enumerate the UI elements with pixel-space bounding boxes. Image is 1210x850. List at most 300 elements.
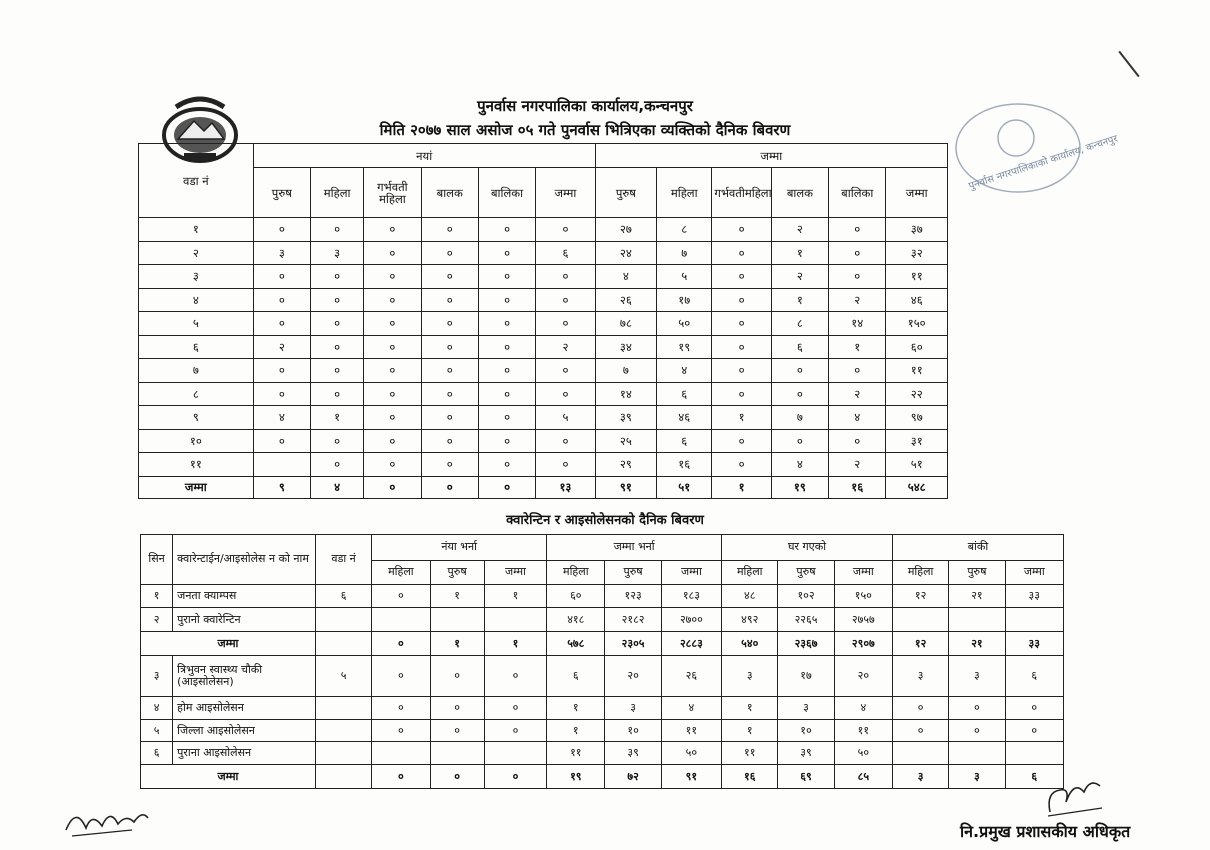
table-row [141, 584, 1064, 608]
total-cell: ५१ [657, 476, 712, 498]
table-cell: ६ [771, 335, 828, 359]
table-cell: ० [430, 656, 484, 697]
table-cell: १ [311, 406, 364, 430]
table-cell: २ [829, 453, 886, 477]
table-cell [1005, 608, 1063, 632]
col-ward: वडा नं [315, 535, 371, 585]
table-cell: २ [253, 335, 310, 359]
table-cell: ० [536, 382, 595, 406]
table-cell: ० [253, 429, 310, 453]
total-cell: ३ [892, 765, 948, 789]
table-cell: २ [141, 608, 173, 632]
table-cell: २५ [595, 429, 656, 453]
table-cell: १९ [657, 335, 712, 359]
col-header: जम्मा [661, 560, 721, 584]
group-total: जम्मा [595, 144, 947, 168]
table-row [139, 312, 948, 336]
table-cell [484, 608, 546, 632]
table-cell: ३४ [595, 335, 656, 359]
table-cell: ७ [657, 241, 712, 265]
table-cell: ० [421, 429, 478, 453]
table-cell: ३ [778, 697, 834, 720]
table-cell: ० [364, 406, 421, 430]
quarantine-table [140, 534, 1064, 789]
table-cell: ० [712, 382, 771, 406]
total-cell: २८८३ [661, 632, 721, 656]
table-cell: ० [253, 359, 310, 383]
col-header: महिला [372, 560, 430, 584]
table-cell: ११ [722, 742, 778, 765]
table-cell: ४ [141, 697, 173, 720]
table-cell: ९७ [886, 406, 948, 430]
col-header: जम्मा [886, 168, 948, 218]
total-cell [315, 765, 371, 789]
table-cell [315, 719, 371, 742]
table-cell: ० [712, 335, 771, 359]
col-header: बालक [421, 168, 478, 218]
table-cell: २ [771, 218, 828, 242]
ward-number: १० [139, 429, 254, 453]
table-cell: ३ [949, 656, 1005, 697]
table-cell: ० [478, 406, 535, 430]
total-cell: ९१ [661, 765, 721, 789]
table-cell: ४ [771, 453, 828, 477]
table-cell: १ [430, 584, 484, 608]
total-cell: ० [421, 476, 478, 498]
table-cell: ६ [1005, 656, 1063, 697]
table-cell: ५० [661, 742, 721, 765]
table-cell: ० [478, 359, 535, 383]
table-cell: ४ [595, 265, 656, 289]
table-cell: १४ [829, 312, 886, 336]
table-cell: ० [536, 218, 595, 242]
table-cell [372, 608, 430, 632]
col-header: महिला [892, 560, 948, 584]
table-cell: ११ [834, 719, 892, 742]
table-cell: १४ [595, 382, 656, 406]
table-cell: २७५७ [834, 608, 892, 632]
ward-number: १ [139, 218, 254, 242]
facility-name: जिल्ला आइसोलेसन [173, 719, 316, 742]
table-cell: २२६५ [778, 608, 834, 632]
table-cell: १० [605, 719, 661, 742]
signature-left [62, 800, 152, 840]
total-cell: १ [484, 632, 546, 656]
table-cell: ६ [141, 742, 173, 765]
table-cell: ६ [657, 382, 712, 406]
facility-name: जनता क्याम्पस [173, 584, 316, 608]
table-cell: २१८२ [605, 608, 661, 632]
table-cell: ५० [834, 742, 892, 765]
table-cell: ० [712, 265, 771, 289]
table-cell: ० [311, 335, 364, 359]
facility-name: पुराना आइसोलेसन [173, 742, 316, 765]
subtotal-row [141, 765, 1064, 789]
group-new-admit: नंया भर्ना [372, 535, 547, 561]
table-row [141, 656, 1064, 697]
table-cell: ३२ [886, 241, 948, 265]
col-header: गर्भवतीमहिला [712, 168, 771, 218]
col-header: पुरुष [949, 560, 1005, 584]
svg-text:पुनर्वास नगरपालिकाको कार्यालय,: पुनर्वास नगरपालिकाको कार्यालय, कन्चनपुर [967, 133, 1120, 193]
table-cell: ० [771, 429, 828, 453]
table-cell: ० [372, 719, 430, 742]
table-cell: १८३ [661, 584, 721, 608]
total-label: जम्मा [141, 765, 316, 789]
table-cell: २२ [886, 382, 948, 406]
table-cell [315, 608, 371, 632]
total-cell: ० [372, 765, 430, 789]
table-cell: ० [478, 335, 535, 359]
table-cell: ६ [547, 656, 605, 697]
table-cell: ० [1005, 719, 1063, 742]
total-cell: १ [712, 476, 771, 498]
table-cell: १२३ [605, 584, 661, 608]
table-cell [892, 608, 948, 632]
col-header: पुरुष [605, 560, 661, 584]
col-header: महिला [722, 560, 778, 584]
table-cell: ० [311, 312, 364, 336]
table-cell: ७८ [595, 312, 656, 336]
col-header: पुरुष [430, 560, 484, 584]
table-cell: ० [364, 288, 421, 312]
table-cell: १ [829, 335, 886, 359]
table-cell [892, 742, 948, 765]
table-row [141, 608, 1064, 632]
table-cell: ० [364, 265, 421, 289]
table-cell: ५ [141, 719, 173, 742]
facility-name: पुरानाे क्वारेन्टिन [173, 608, 316, 632]
table-cell: ६ [315, 584, 371, 608]
ward-number: ३ [139, 265, 254, 289]
table-cell: ० [311, 359, 364, 383]
table-cell: ० [478, 288, 535, 312]
table-cell: ० [478, 218, 535, 242]
table-cell: ० [536, 265, 595, 289]
total-cell: १३ [536, 476, 595, 498]
table-cell [315, 742, 371, 765]
table-cell [315, 697, 371, 720]
table-cell: ६० [547, 584, 605, 608]
total-cell: २३०५ [605, 632, 661, 656]
table-cell: ० [829, 265, 886, 289]
table-cell: ३ [141, 656, 173, 697]
total-cell: ० [484, 765, 546, 789]
table-cell: २ [829, 288, 886, 312]
table-cell: ० [421, 406, 478, 430]
table-cell: ० [949, 719, 1005, 742]
scan-mark [1118, 51, 1139, 77]
table-row [139, 335, 948, 359]
table-cell: २४ [595, 241, 656, 265]
table-cell: ० [829, 359, 886, 383]
table-cell [430, 742, 484, 765]
table-cell: ० [771, 382, 828, 406]
ward-number: ७ [139, 359, 254, 383]
table-cell: ० [712, 453, 771, 477]
table-cell: १२ [892, 584, 948, 608]
table-cell: ४६ [886, 288, 948, 312]
table-cell: ११ [886, 359, 948, 383]
table-cell: १५० [886, 312, 948, 336]
table-cell: ० [364, 241, 421, 265]
subtotal-row [141, 632, 1064, 656]
table-cell: ४१८ [547, 608, 605, 632]
table-cell: ७ [771, 406, 828, 430]
table-cell: ३१ [886, 429, 948, 453]
table-cell: ० [712, 218, 771, 242]
table-row [139, 453, 948, 477]
total-cell: ५४८ [886, 476, 948, 498]
total-cell: ० [430, 765, 484, 789]
col-header: जम्मा [1005, 560, 1063, 584]
total-cell: १९ [771, 476, 828, 498]
table-cell: ७ [595, 359, 656, 383]
ward-number: ११ [139, 453, 254, 477]
arrivals-table [138, 143, 948, 499]
table-cell: ० [536, 429, 595, 453]
table-cell: ० [311, 453, 364, 477]
table-cell: ११ [547, 742, 605, 765]
table-cell: ० [430, 719, 484, 742]
total-cell: ५४० [722, 632, 778, 656]
ward-number: ४ [139, 288, 254, 312]
table-cell: ० [478, 429, 535, 453]
total-cell: १९ [547, 765, 605, 789]
table-cell: ४ [661, 697, 721, 720]
table-cell: ० [364, 312, 421, 336]
col-header: पुरुष [778, 560, 834, 584]
table-cell: ३ [892, 656, 948, 697]
table-cell: ० [311, 429, 364, 453]
ward-header: वडा नं [139, 144, 254, 218]
total-cell: ० [478, 476, 535, 498]
total-cell: जम्मा [139, 476, 254, 498]
table-cell: ० [892, 719, 948, 742]
total-cell: ५७८ [547, 632, 605, 656]
col-header: जम्मा [536, 168, 595, 218]
col-header: बालिका [829, 168, 886, 218]
table-cell: ४६ [657, 406, 712, 430]
table-cell: ० [829, 241, 886, 265]
col-header: जम्मा [484, 560, 546, 584]
signature-right [1040, 772, 1110, 822]
table-cell: ० [484, 697, 546, 720]
col-sn: सिन [141, 535, 173, 585]
table-cell: ४ [829, 406, 886, 430]
table-cell: ० [364, 429, 421, 453]
table-cell: ३ [605, 697, 661, 720]
table-cell: ५ [657, 265, 712, 289]
table-cell: ० [712, 359, 771, 383]
total-cell: १६ [722, 765, 778, 789]
table-cell: ४ [253, 406, 310, 430]
table-cell: २ [536, 335, 595, 359]
table-cell: ० [364, 382, 421, 406]
table-cell: ० [712, 241, 771, 265]
table-cell: ० [421, 312, 478, 336]
table-cell: ० [421, 453, 478, 477]
table-cell [949, 742, 1005, 765]
col-name: क्वारेन्टाईन/आइसोलेस न को नाम [173, 535, 316, 585]
total-label: जम्मा [141, 632, 316, 656]
col-header: पुरुष [253, 168, 310, 218]
group-remaining: बांकी [892, 535, 1063, 561]
group-went-home: घर गएको [722, 535, 893, 561]
table-cell: ० [253, 288, 310, 312]
table-cell: २६ [595, 288, 656, 312]
table-cell: २ [829, 382, 886, 406]
table-cell: ० [364, 335, 421, 359]
total-cell: ७२ [605, 765, 661, 789]
table-cell: २७०० [661, 608, 721, 632]
table-cell: १ [722, 719, 778, 742]
table-cell: ० [364, 218, 421, 242]
table-cell: ० [372, 656, 430, 697]
table-row [139, 218, 948, 242]
table-cell: ३३ [1005, 584, 1063, 608]
table-row [141, 742, 1064, 765]
table-cell: २१ [949, 584, 1005, 608]
table-cell: ० [421, 288, 478, 312]
table-cell: ० [421, 382, 478, 406]
officer-title: नि.प्रमुख प्रशासकीय अधिकृत [960, 822, 1131, 841]
table-cell: ६० [886, 335, 948, 359]
table-cell: ३७ [886, 218, 948, 242]
total-cell: २३६७ [778, 632, 834, 656]
total-cell: २१ [949, 632, 1005, 656]
facility-name: होम आइसोलेसन [173, 697, 316, 720]
table-cell: ४ [834, 697, 892, 720]
table-cell: १५० [834, 584, 892, 608]
table-cell: ३९ [595, 406, 656, 430]
table-cell: ० [536, 288, 595, 312]
table-row [139, 288, 948, 312]
col-header: महिला [657, 168, 712, 218]
table-cell: ११ [661, 719, 721, 742]
table-cell: ० [892, 697, 948, 720]
table-cell: ० [311, 288, 364, 312]
table-cell: ० [253, 312, 310, 336]
ward-number: ९ [139, 406, 254, 430]
quarantine-table-title: क्वारेन्टिन र आइसोलेसनको दैनिक बिवरण [506, 513, 704, 528]
office-seal-stamp [948, 98, 1120, 208]
table-cell: ० [949, 697, 1005, 720]
total-cell: ९१ [595, 476, 656, 498]
table-cell: ४८ [722, 584, 778, 608]
table-cell: ६ [657, 429, 712, 453]
total-cell: १६ [829, 476, 886, 498]
col-header: बालक [771, 168, 828, 218]
office-title: पुनर्वास नगरपालिका कार्यालय,कन्चनपुर [477, 97, 693, 115]
table-cell [253, 453, 310, 477]
group-total-admit: जम्मा भर्ना [547, 535, 722, 561]
table-cell: १७ [657, 288, 712, 312]
total-cell: १२ [892, 632, 948, 656]
table-cell: ४९२ [722, 608, 778, 632]
table-cell: ० [478, 265, 535, 289]
table-cell: १०२ [778, 584, 834, 608]
table-cell: ५१ [886, 453, 948, 477]
total-cell: २९०७ [834, 632, 892, 656]
report-subtitle: मिति २०७७ साल असोज ०५ गते पुनर्वास भित्रिएका व्यक्तिको दैनिक बिवरण [379, 121, 791, 139]
table-cell: १ [547, 719, 605, 742]
table-cell: ० [311, 382, 364, 406]
ward-number: ६ [139, 335, 254, 359]
table-cell: ० [311, 265, 364, 289]
total-cell: ० [372, 632, 430, 656]
table-cell: ० [253, 382, 310, 406]
table-cell: १० [778, 719, 834, 742]
table-cell: ५ [315, 656, 371, 697]
table-cell: ११ [886, 265, 948, 289]
table-cell: ० [536, 453, 595, 477]
group-new: नयां [253, 144, 595, 168]
table-cell: ० [484, 719, 546, 742]
table-cell: १ [771, 241, 828, 265]
total-row [139, 476, 948, 498]
table-cell: ० [829, 429, 886, 453]
table-cell: १७ [778, 656, 834, 697]
table-cell: ४ [657, 359, 712, 383]
table-cell [1005, 742, 1063, 765]
table-cell: ० [536, 312, 595, 336]
table-row [139, 382, 948, 406]
table-cell: ८ [771, 312, 828, 336]
table-cell: ० [421, 265, 478, 289]
table-row [139, 429, 948, 453]
table-cell: ० [364, 453, 421, 477]
col-header: महिला [311, 168, 364, 218]
col-header: पुरुष [595, 168, 656, 218]
table-cell: ८ [657, 218, 712, 242]
table-cell [430, 608, 484, 632]
table-cell: ० [712, 429, 771, 453]
table-cell [484, 742, 546, 765]
table-cell: २० [605, 656, 661, 697]
table-cell: ५ [536, 406, 595, 430]
table-cell: २७ [595, 218, 656, 242]
table-cell: ० [364, 359, 421, 383]
table-cell: २० [834, 656, 892, 697]
table-cell: ० [421, 335, 478, 359]
table-cell: ० [372, 697, 430, 720]
table-row [139, 241, 948, 265]
table-cell: ३ [311, 241, 364, 265]
total-cell: ० [364, 476, 421, 498]
table-cell: ० [712, 288, 771, 312]
table-cell: ० [478, 312, 535, 336]
table-row [139, 265, 948, 289]
table-cell: ० [253, 218, 310, 242]
table-cell: ० [253, 265, 310, 289]
table-cell: १ [771, 288, 828, 312]
table-cell: १६ [657, 453, 712, 477]
table-cell: ० [536, 359, 595, 383]
table-row [141, 719, 1064, 742]
col-header: बालिका [478, 168, 535, 218]
table-cell: ३ [722, 656, 778, 697]
col-header: जम्मा [834, 560, 892, 584]
table-cell: ० [372, 584, 430, 608]
col-header: महिला [547, 560, 605, 584]
col-header: गर्भवती महिला [364, 168, 421, 218]
table-cell: ० [484, 656, 546, 697]
table-cell: ० [421, 359, 478, 383]
table-cell [372, 742, 430, 765]
table-cell: १ [484, 584, 546, 608]
table-cell: ० [712, 312, 771, 336]
